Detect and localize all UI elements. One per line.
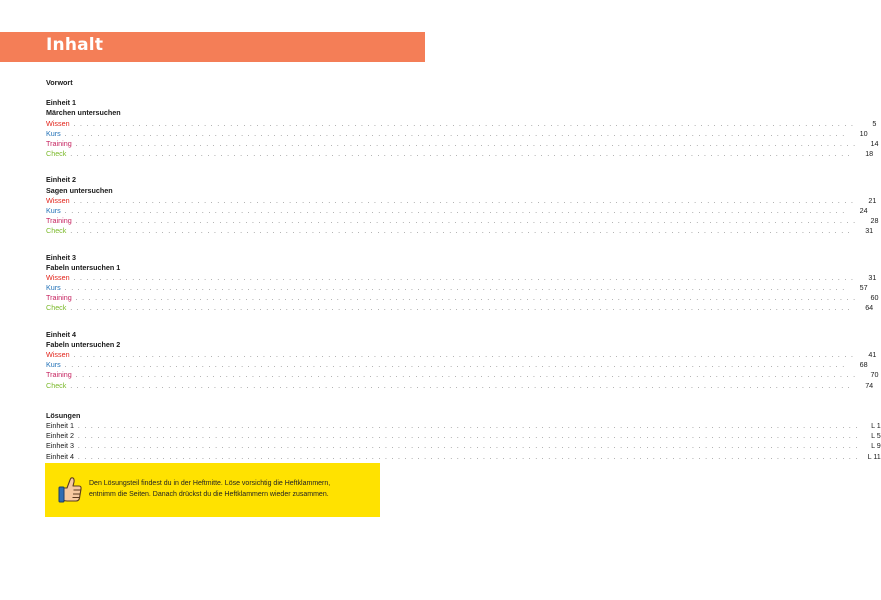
entry-label: Einheit 3 [46,441,74,451]
unit-title: Einheit 1 [46,98,76,108]
entry-page: 28 [870,216,879,226]
entry-page: 31 [865,226,874,236]
unit-title: Einheit 2 [46,175,76,185]
toc-entry[interactable] [46,283,868,293]
toc-entry[interactable] [46,272,877,283]
unit-title: Einheit 4 [46,329,76,339]
toc-entry[interactable] [46,431,881,441]
thumbs-up-icon [57,475,83,505]
entry-page: 57 [859,283,868,293]
entry-label: Kurs [46,205,61,215]
leader-dots: . . . . . . . . . . . . . . . . . . . . . . . . . . . . . . . . . . . . . . . . . . . . . . . . . . . . . . . . . . . . . . . . . . . . . . . . . . . . . . . . . . . . . . . . . . . . . . . . . . . . . . . . . . . . . . . . . . . . . . . . [77,434,859,441]
toc-unit-2 [46,175,879,236]
leader-dots: . . . . . . . . . . . . . . . . . . . . . . . . . . . . . . . . . . . . . . . . . . . . . . . . . . . . . . . . . . . . . . . . . . . . . . . . . . . . . . . . . . . . . . . . . . . . . . . . . . . . . . . . . . . . . . . . . . . . . . . . [64,286,846,293]
leader-dots: . . . . . . . . . . . . . . . . . . . . . . . . . . . . . . . . . . . . . . . . . . . . . . . . . . . . . . . . . . . . . . . . . . . . . . . . . . . . . . . . . . . . . . . . . . . . . . . . . . . . . . . . . . . . . . . . . . . . . . . . [73,198,855,205]
toc-entry[interactable] [46,149,874,159]
entry-page: 18 [865,149,874,159]
loesungen-title: Lösungen [46,410,81,420]
toc-entry[interactable] [46,128,868,139]
leader-dots: . . . . . . . . . . . . . . . . . . . . . . . . . . . . . . . . . . . . . . . . . . . . . . . . . . . . . . . . . . . . . . . . . . . . . . . . . . . . . . . . . . . . . . . . . . . . . . . . . . . . . . . . . . . . . . . . . . . . . . . . [73,275,855,282]
leader-dots: . . . . . . . . . . . . . . . . . . . . . . . . . . . . . . . . . . . . . . . . . . . . . . . . . . . . . . . . . . . . . . . . . . . . . . . . . . . . . . . . . . . . . . . . . . . . . . . . . . . . . . . . . . . . . . . . . . . . . . . . [77,454,859,461]
leader-dots: . . . . . . . . . . . . . . . . . . . . . . . . . . . . . . . . . . . . . . . . . . . . . . . . . . . . . . . . . . . . . . . . . . . . . . . . . . . . . . . . . . . . . . . . . . . . . . . . . . . . . . . . . . . . . . . . . . . . . . . . [64,363,846,370]
toc-entry[interactable] [46,293,879,303]
entry-label: Check [46,303,67,313]
entry-page: 64 [865,303,874,313]
toc-entry[interactable] [46,226,874,236]
leader-dots: . . . . . . . . . . . . . . . . . . . . . . . . . . . . . . . . . . . . . . . . . . . . . . . . . . . . . . . . . . . . . . . . . . . . . . . . . . . . . . . . . . . . . . . . . . . . . . . . . . . . . . . . . . . . . . . . . . . . . . . . [75,373,857,380]
toc-entry[interactable] [46,216,879,226]
unit-subtitle: Fabeln untersuchen 2 [46,339,121,349]
toc-entry[interactable] [46,441,881,451]
entry-page: L 5 [871,431,881,441]
leader-dots: . . . . . . . . . . . . . . . . . . . . . . . . . . . . . . . . . . . . . . . . . . . . . . . . . . . . . . . . . . . . . . . . . . . . . . . . . . . . . . . . . . . . . . . . . . . . . . . . . . . . . . . . . . . . . . . . . . . . . . . . [75,219,857,226]
entry-label: Kurs [46,283,61,293]
entry-label: Check [46,380,67,390]
entry-page: 60 [870,293,879,303]
entry-page: 24 [859,205,868,215]
leader-dots: . . . . . . . . . . . . . . . . . . . . . . . . . . . . . . . . . . . . . . . . . . . . . . . . . . . . . . . . . . . . . . . . . . . . . . . . . . . . . . . . . . . . . . . . . . . . . . . . . . . . . . . . . . . . . . . . . . . . . . . . [70,152,852,159]
leader-dots: . . . . . . . . . . . . . . . . . . . . . . . . . . . . . . . . . . . . . . . . . . . . . . . . . . . . . . . . . . . . . . . . . . . . . . . . . . . . . . . . . . . . . . . . . . . . . . . . . . . . . . . . . . . . . . . . . . . . . . . . [64,208,846,215]
toc-entry[interactable] [46,195,877,206]
leader-dots: . . . . . . . . . . . . . . . . . . . . . . . . . . . . . . . . . . . . . . . . . . . . . . . . . . . . . . . . . . . . . . . . . . . . . . . . . . . . . . . . . . . . . . . . . . . . . . . . . . . . . . . . . . . . . . . . . . . . . . . . [73,121,855,128]
toc-entry[interactable] [46,380,874,391]
unit-subtitle: Sagen untersuchen [46,185,113,195]
toc-loesungen [46,410,881,462]
leader-dots: . . . . . . . . . . . . . . . . . . . . . . . . . . . . . . . . . . . . . . . . . . . . . . . . . . . . . . . . . . . . . . . . . . . . . . . . . . . . . . . . . . . . . . . . . . . . . . . . . . . . . . . . . . . . . . . . . . . . . . . . [75,141,857,148]
entry-label: Wissen [46,118,70,128]
leader-dots: . . . . . . . . . . . . . . . . . . . . . . . . . . . . . . . . . . . . . . . . . . . . . . . . . . . . . . . . . . . . . . . . . . . . . . . . . . . . . . . . . . . . . . . . . . . . . . . . . . . . . . . . . . . . . . . . . . . . . . . . [77,424,859,431]
entry-label: Kurs [46,128,61,138]
entry-label: Training [46,216,72,226]
leader-dots: . . . . . . . . . . . . . . . . . . . . . . . . . . . . . . . . . . . . . . . . . . . . . . . . . . . . . . . . . . . . . . . . . . . . . . . . . . . . . . . . . . . . . . . . . . . . . . . . . . . . . . . . . . . . . . . . . . . . . . . . [77,444,859,451]
entry-label: Wissen [46,272,70,282]
leader-dots: . . . . . . . . . . . . . . . . . . . . . . . . . . . . . . . . . . . . . . . . . . . . . . . . . . . . . . . . . . . . . . . . . . . . . . . . . . . . . . . . . . . . . . . . . . . . . . . . . . . . . . . . . . . . . . . . . . . . . . . . [73,353,855,360]
entry-label: Training [46,293,72,303]
entry-page: L 9 [871,441,881,451]
leader-dots: . . . . . . . . . . . . . . . . . . . . . . . . . . . . . . . . . . . . . . . . . . . . . . . . . . . . . . . . . . . . . . . . . . . . . . . . . . . . . . . . . . . . . . . . . . . . . . . . . . . . . . . . . . . . . . . . . . . . . . . . [70,306,852,313]
entry-label: Kurs [46,360,61,370]
toc [46,78,881,462]
header-bar [0,32,425,62]
entry-label: Check [46,226,67,236]
toc-vorwort[interactable]: Vorwort [46,78,73,87]
toc-entry[interactable] [46,118,877,129]
unit-title: Einheit 3 [46,252,76,262]
hint-text [89,479,373,500]
leader-dots: . . . . . . . . . . . . . . . . . . . . . . . . . . . . . . . . . . . . . . . . . . . . . . . . . . . . . . . . . . . . . . . . . . . . . . . . . . . . . . . . . . . . . . . . . . . . . . . . . . . . . . . . . . . . . . . . . . . . . . . . [75,296,857,303]
leader-dots: . . . . . . . . . . . . . . . . . . . . . . . . . . . . . . . . . . . . . . . . . . . . . . . . . . . . . . . . . . . . . . . . . . . . . . . . . . . . . . . . . . . . . . . . . . . . . . . . . . . . . . . . . . . . . . . . . . . . . . . . [64,131,846,138]
page-title: Inhalt [46,35,104,55]
entry-label: Training [46,370,72,380]
entry-page: 14 [870,138,879,148]
entry-label: Check [46,149,67,159]
toc-entry[interactable] [46,350,877,360]
toc-entry[interactable] [46,370,879,380]
toc-entry[interactable] [46,138,879,149]
entry-page: 21 [868,195,877,205]
toc-entry[interactable] [46,303,874,313]
unit-subtitle: Märchen untersuchen [46,108,121,118]
hint-line-1: Den Lösungsteil findest du in der Heftmitte. Löse vorsichtig die Heftklammern, [89,480,331,487]
entry-label: Wissen [46,195,70,205]
entry-page: 31 [868,272,877,282]
leader-dots: . . . . . . . . . . . . . . . . . . . . . . . . . . . . . . . . . . . . . . . . . . . . . . . . . . . . . . . . . . . . . . . . . . . . . . . . . . . . . . . . . . . . . . . . . . . . . . . . . . . . . . . . . . . . . . . . . . . . . . . . [70,229,852,236]
entry-page: L 11 [867,451,881,461]
entry-page: L 1 [871,421,881,431]
toc-entry[interactable] [46,360,868,370]
toc-entry[interactable] [46,451,881,462]
entry-page: 68 [859,360,868,370]
hint-box [45,463,380,517]
hint-line-2: entnimm die Seiten. Danach drückst du die Heftklammern wieder zusammen. [89,490,329,498]
unit-subtitle: Fabeln untersuchen 1 [46,262,121,272]
toc-entry[interactable] [46,205,868,216]
entry-label: Einheit 4 [46,451,74,461]
entry-page: 5 [872,118,877,128]
entry-page: 70 [870,370,879,380]
entry-label: Einheit 1 [46,421,74,431]
entry-label: Wissen [46,350,70,360]
toc-unit-4 [46,329,879,391]
toc-unit-3 [46,252,879,314]
entry-label: Training [46,138,72,148]
entry-page: 10 [859,128,868,138]
leader-dots: . . . . . . . . . . . . . . . . . . . . . . . . . . . . . . . . . . . . . . . . . . . . . . . . . . . . . . . . . . . . . . . . . . . . . . . . . . . . . . . . . . . . . . . . . . . . . . . . . . . . . . . . . . . . . . . . . . . . . . . . [70,383,852,390]
entry-page: 41 [868,350,877,360]
entry-page: 74 [865,380,874,390]
toc-unit-1 [46,98,879,159]
toc-entry[interactable] [46,421,881,431]
entry-label: Einheit 2 [46,431,74,441]
